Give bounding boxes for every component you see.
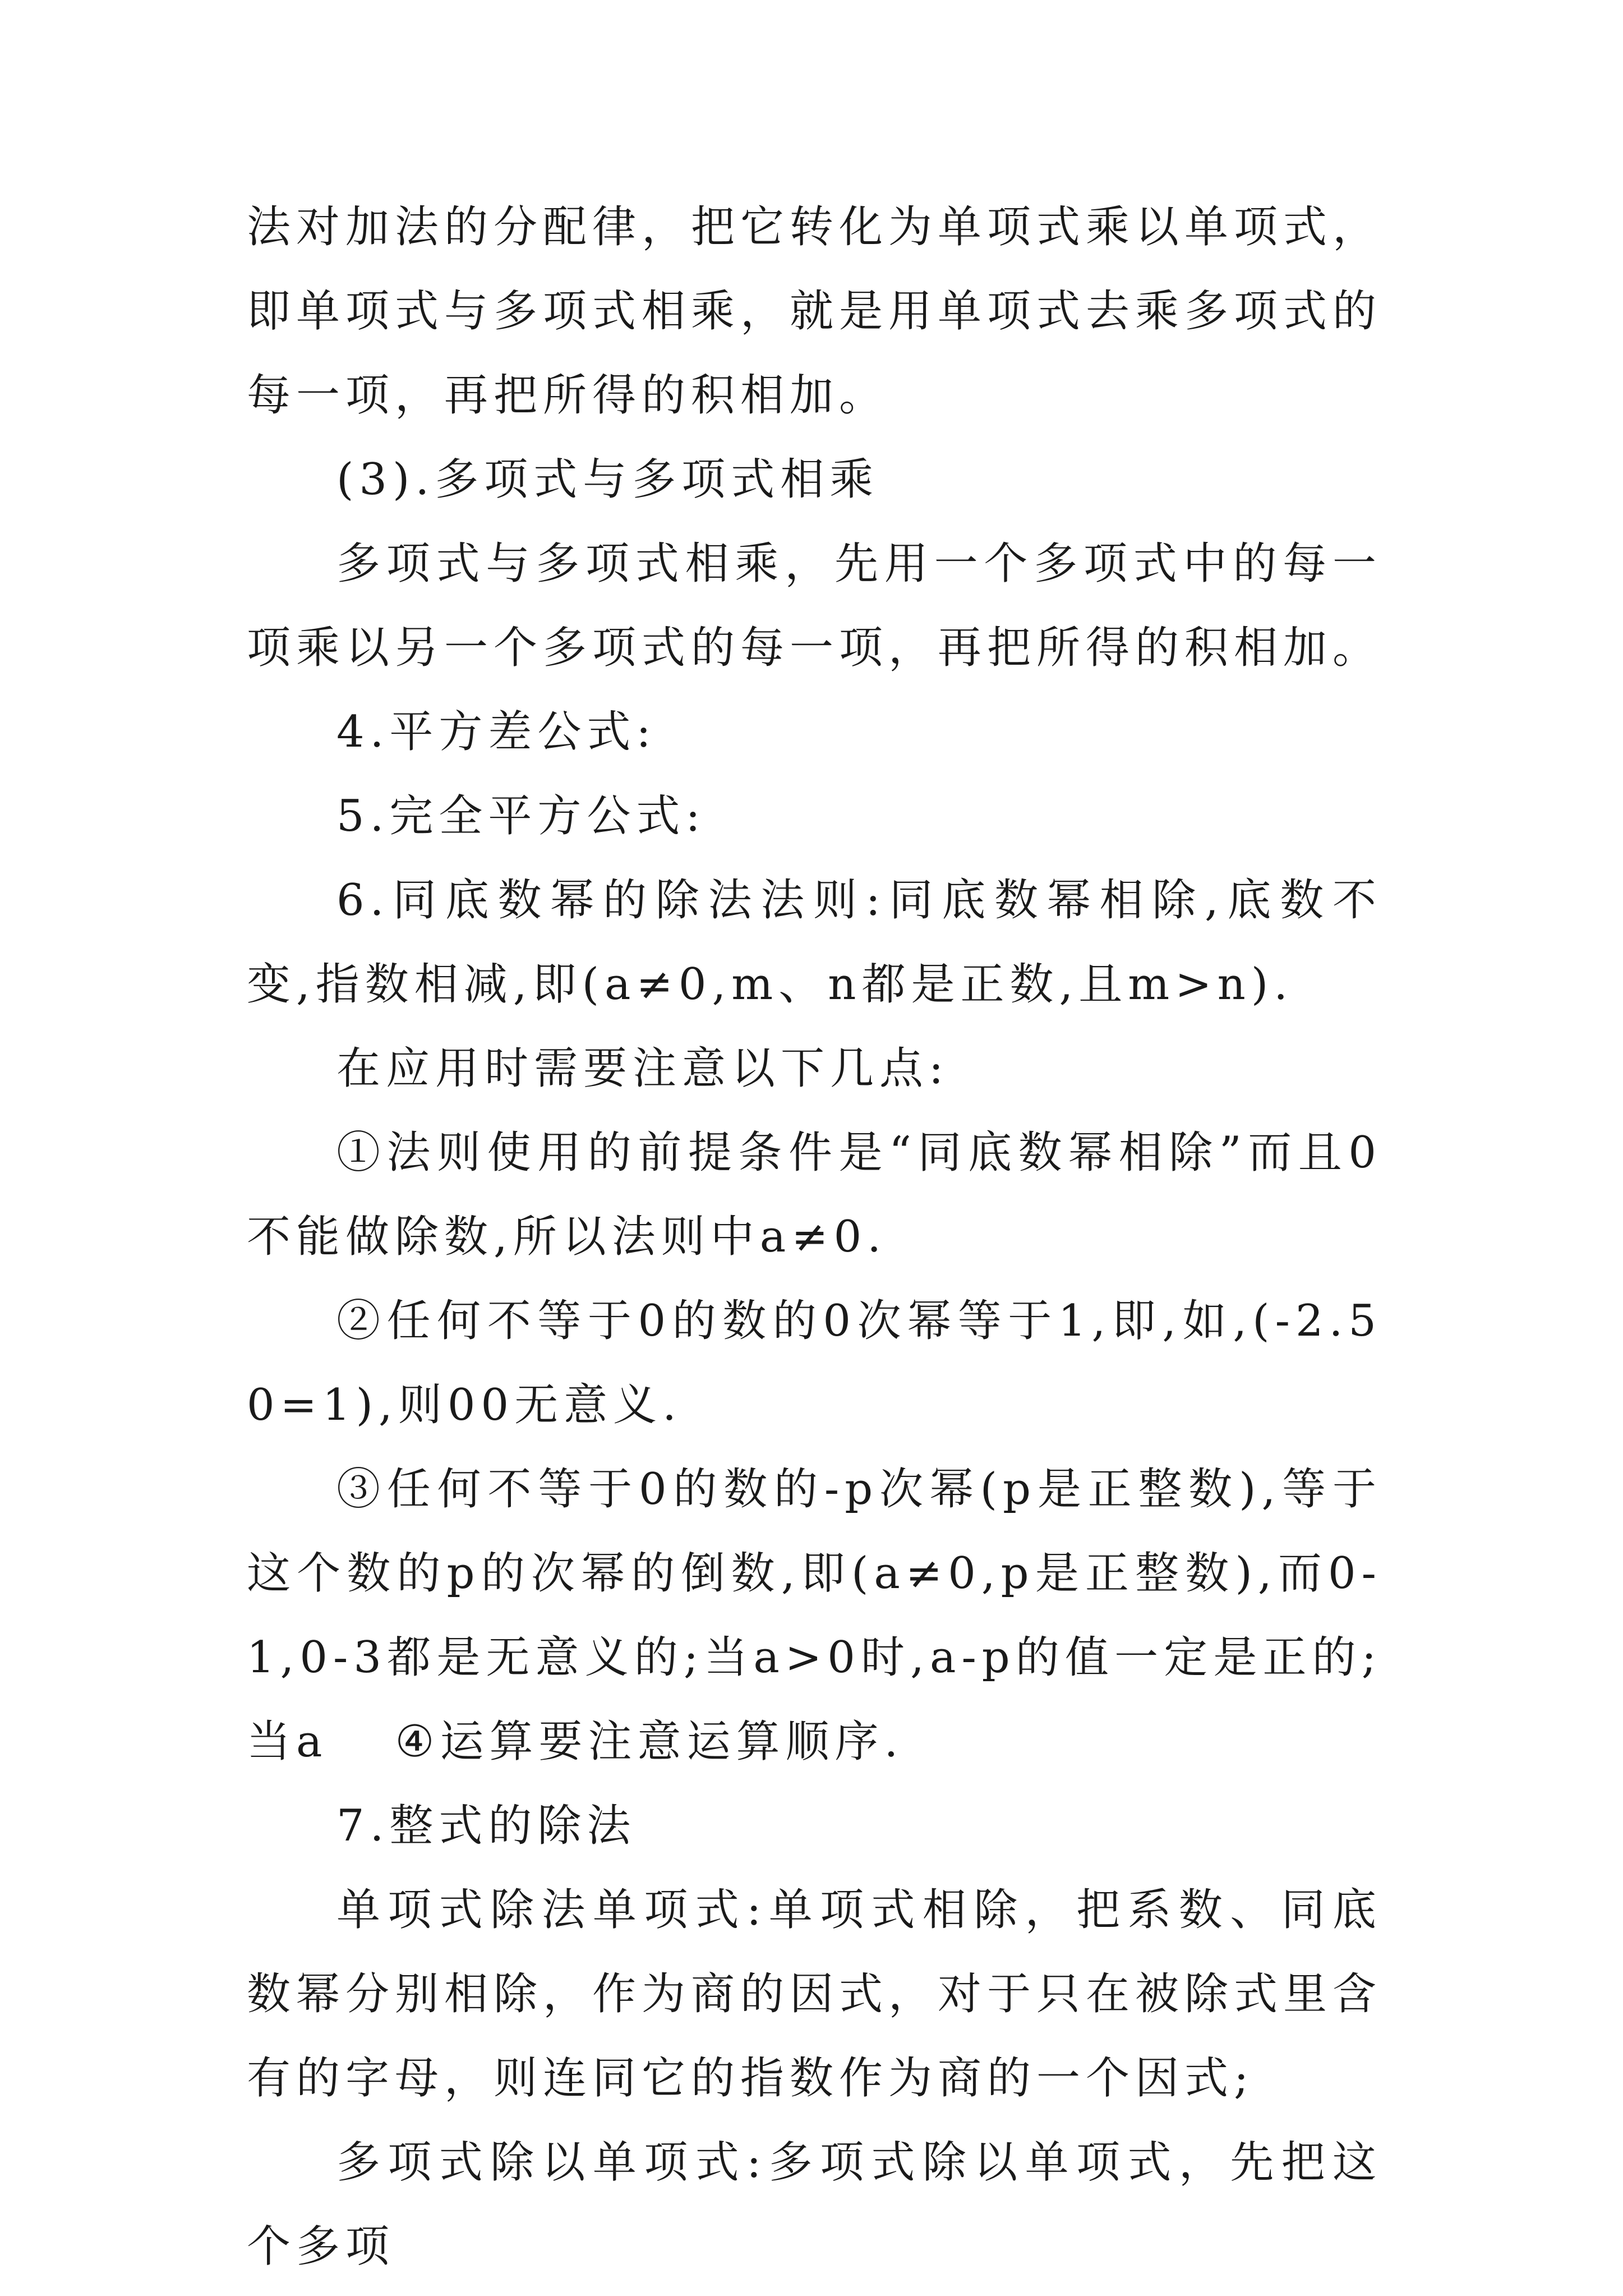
paragraph-notes-intro: 在应用时需要注意以下几点: bbox=[336, 1043, 949, 1094]
paragraph-power-division-rule: 6.同底数幂的除法法则:同底数幂相除,底数不变,指数相减,即(a≠0,m、n都是正数,且m>n). bbox=[247, 875, 1382, 1010]
paragraph-polynomial-by-monomial: 多项式除以单项式:多项式除以单项式，先把这个多项 bbox=[247, 2137, 1382, 2272]
paragraph-distributive-law: 法对加法的分配律，把它转化为单项式乘以单项式，即单项式与多项式相乘，就是用单项式去乘多项式的每一项，再把所得的积相加。 bbox=[247, 202, 1382, 421]
paragraph-note-2: ②任何不等于0的数的0次幂等于1,即,如,(-2.50=1),则00无意义. bbox=[247, 1296, 1382, 1430]
paragraph-polynomial-multiplication: 多项式与多项式相乘，先用一个多项式中的每一项乘以另一个多项式的每一项，再把所得的积相加。 bbox=[247, 539, 1382, 673]
heading-polynomial-division: 7.整式的除法 bbox=[336, 1801, 637, 1851]
heading-perfect-square-formula: 5.完全平方公式: bbox=[336, 791, 706, 841]
paragraph-note-1: ①法则使用的前提条件是“同底数幂相除”而且0不能做除数,所以法则中a≠0. bbox=[247, 1128, 1382, 1262]
note-3-text: ③任何不等于0的数的-p次幂(p是正整数),等于这个数的p的次幂的倒数,即(a≠0,p是正整数),而0-1,0-3都是无意义的;当a>0时,a-p的值一定是正的;当a bbox=[247, 1464, 1382, 1767]
heading-difference-of-squares: 4.平方差公式: bbox=[336, 707, 657, 757]
paragraph-monomial-division: 单项式除法单项式:单项式相除，把系数、同底数幂分别相除，作为商的因式，对于只在被除式里含有的字母，则连同它的指数作为商的一个因式; bbox=[247, 1885, 1382, 2104]
heading-polynomial-times-polynomial: (3).多项式与多项式相乘 bbox=[336, 454, 879, 505]
note-4-text: ④运算要注意运算顺序. bbox=[395, 1717, 904, 1767]
document-body bbox=[247, 185, 1382, 2289]
paragraph-note-3-4 bbox=[247, 1447, 1382, 1784]
